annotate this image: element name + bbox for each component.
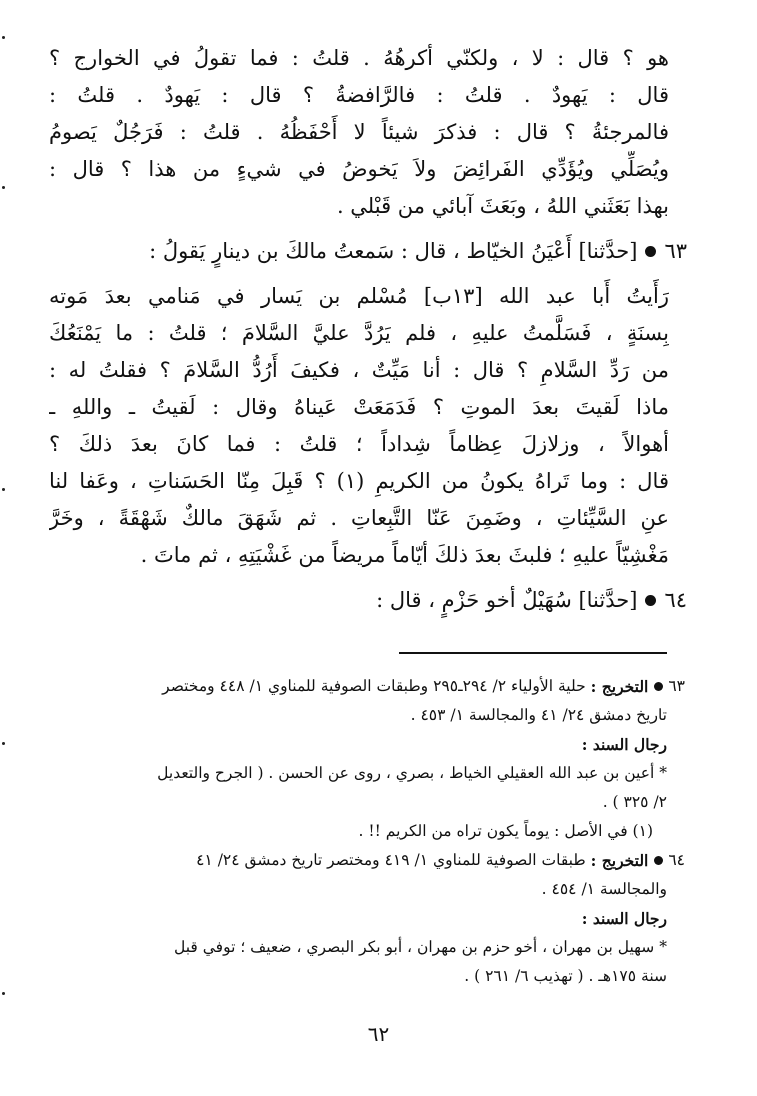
takhrij-text: طبقات الصوفية للمناوي ١/ ٤١٩ ومختصر تاريخ دمشق ٢٤/ ٤١ bbox=[196, 851, 586, 869]
takhrij-text: حلية الأولياء ٢/ ٢٩٤ـ٢٩٥ وطبقات الصوفية للمناوي ١/ ٤٤٨ ومختصر bbox=[162, 677, 586, 695]
rijal-label: رجال السند : bbox=[581, 735, 667, 754]
rijal-entry bbox=[57, 759, 667, 788]
scan-mark bbox=[2, 36, 5, 39]
footnote-divider bbox=[399, 652, 667, 654]
bullet-icon bbox=[654, 682, 663, 691]
text-line: أهوالاً ، وزلازلَ عِظاماً شِداداً ؛ قلتُ : فما كانَ بعدَ ذلكَ ؟ bbox=[49, 432, 669, 456]
footnotes bbox=[57, 672, 685, 991]
note-number: ٦٤ bbox=[668, 851, 685, 869]
text-line: رَأَيتُ أَبا عبد الله [١٣ب] مُسْلم بن يَسار في مَنامي بعدَ مَوته bbox=[49, 284, 669, 308]
rijal-label: رجال السند : bbox=[581, 909, 667, 928]
bullet-icon bbox=[654, 856, 663, 865]
text-line: عنِ السَّيِّئاتِ ، وضَمِنَ عَنّا التَّبِعاتِ . ثم شَهَقَ مالكٌ شَهْقَةً ، وخَرَّ bbox=[49, 506, 669, 530]
text-line: مَغْشِيّاً عليهِ ؛ فلبثَ بعدَ ذلكَ أيّاماً مريضاً من غَشْيَتِهِ ، ثم ماتَ . bbox=[140, 543, 669, 567]
note-63-takhrij bbox=[57, 672, 685, 701]
text-line: ماذا لَقيتَ بعدَ الموتِ ؟ فَدَمَعَتْ عَيناهُ وقال : لَقيتُ ـ واللهِ ـ bbox=[49, 395, 669, 419]
page-number: ٦٢ bbox=[367, 1022, 390, 1046]
rijal-text: أعين بن عبد الله العقيلي الخياط ، بصري ، روى عن الحسن . ( الجرح والتعديل bbox=[157, 764, 655, 782]
note-line: تاريخ دمشق ٢٤/ ٤١ والمجالسة ١/ ٤٥٣ . bbox=[410, 706, 667, 724]
main-text bbox=[49, 40, 687, 619]
entry-heading-text: [حدَّثنا] أَعْيَنُ الخيّاط ، قال : سَمعتُ مالكَ بن دينارٍ يَقولُ : bbox=[149, 239, 638, 263]
note-64-takhrij bbox=[57, 846, 685, 875]
entry-heading-text: [حدَّثنا] سُهَيْلٌ أخو حَزْمٍ ، قال : bbox=[376, 588, 638, 612]
text-line: قال : يَهودٌ . قلتُ : فالرَّافضةُ ؟ قال : يَهودٌ . قلتُ : bbox=[49, 83, 669, 107]
text-line: هو ؟ قال : لا ، ولكنّي أكرهُهُ . قلتُ : فما تقولُ في الخوارج ؟ bbox=[49, 46, 669, 70]
scan-mark bbox=[2, 992, 5, 995]
note-line: ٢/ ٣٢٥ ) . bbox=[602, 793, 667, 811]
text-line: من رَدِّ السَّلامِ ؟ قال : أنا مَيِّتٌ ، فكيفَ أَرُدُّ السَّلامَ ؟ فقلتُ له : bbox=[49, 358, 669, 382]
bullet-icon bbox=[645, 595, 656, 606]
rijal-text: سهيل بن مهران ، أخو حزم بن مهران ، أبو بكر البصري ، ضعيف ؛ توفي قبل bbox=[173, 938, 655, 956]
entry-number: ٦٣ bbox=[664, 239, 687, 263]
note-line: والمجالسة ١/ ٤٥٤ . bbox=[541, 880, 667, 898]
scan-mark bbox=[2, 742, 5, 745]
text-line: قال : وما تَراهُ يكونُ من الكريمِ (١) ؟ قَبِلَ مِنّا الحَسَناتِ ، وعَفا لنا bbox=[49, 469, 669, 493]
note-number: ٦٣ bbox=[668, 677, 685, 695]
star-icon: * bbox=[659, 764, 667, 782]
takhrij-label: التخريج : bbox=[590, 677, 649, 696]
entry-63-heading bbox=[49, 233, 687, 270]
bullet-icon bbox=[645, 246, 656, 257]
entry-64-heading bbox=[49, 582, 687, 619]
text-line: بهذا بَعَثَني اللهُ ، وبَعَثَ آبائي من قَبْلي . bbox=[336, 194, 669, 218]
text-line: ويُصَلِّي ويُؤَدِّي الفَرائِضَ ولاَ يَخوضُ في شيءٍ من هذا ؟ قال : bbox=[49, 157, 669, 181]
scan-mark bbox=[2, 488, 5, 491]
footnote-1: (١) في الأصل : يوماً يكون تراه من الكريم !! . bbox=[358, 822, 653, 840]
scan-mark bbox=[2, 186, 5, 189]
text-line: بِسنَةٍ ، فَسَلَّمتُ عليهِ ، فلم يَرُدَّ عليَّ السَّلامَ ؛ قلتُ : ما يَمْنَعُكَ bbox=[49, 321, 669, 345]
star-icon: * bbox=[659, 938, 667, 956]
entry-number: ٦٤ bbox=[664, 588, 687, 612]
text-line: فالمرجئةُ ؟ قال : فذكرَ شيئاً لا أَحْفَظُهُ . قلتُ : فَرَجُلٌ يَصومُ bbox=[49, 120, 669, 144]
note-line: سنة ١٧٥هـ . ( تهذيب ٦/ ٢٦١ ) . bbox=[464, 967, 667, 985]
rijal-entry bbox=[57, 933, 667, 962]
takhrij-label: التخريج : bbox=[590, 851, 649, 870]
